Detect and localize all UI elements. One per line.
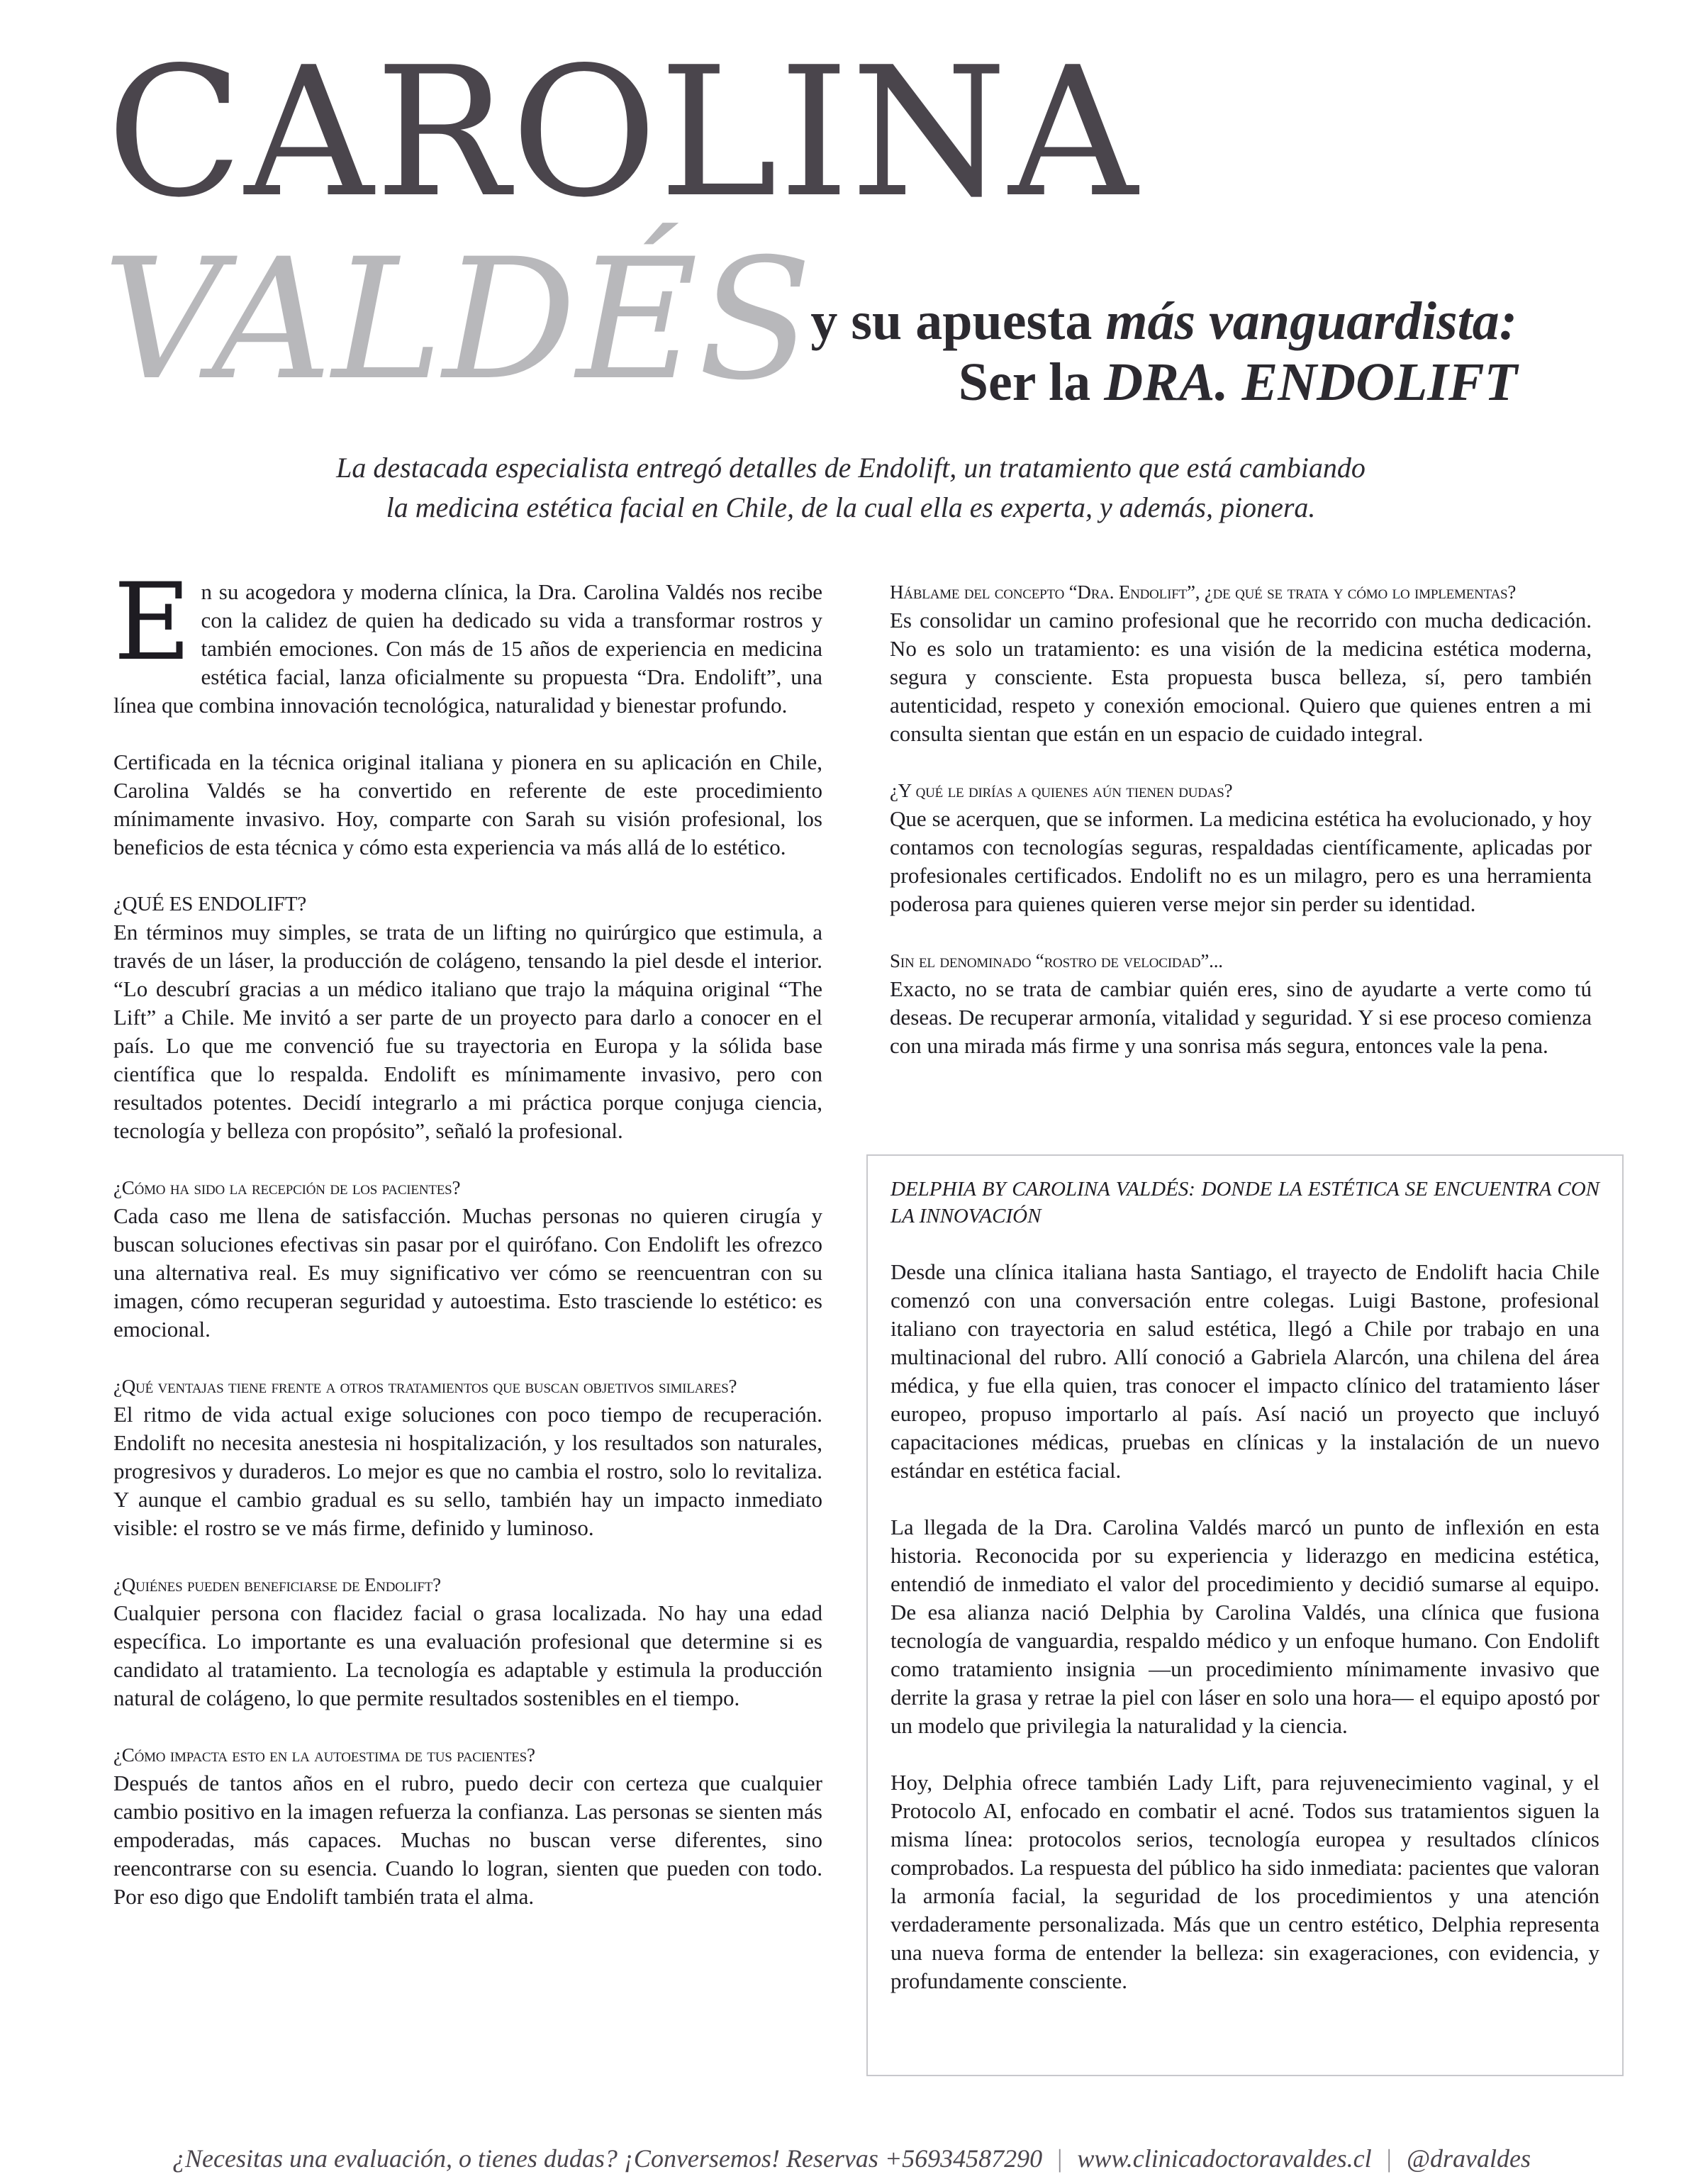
answer-2: Cada caso me llena de satisfacción. Muchas personas no quieren cirugía y buscan soluciones efectivas sin pasar por el quirófano. Con Endolift les ofrezco una alternativa real. Es muy significativo ver cómo se reencuentran con su imagen, cómo recuperan seguridad y autoestima. Esto trasciende lo estético: es emocional. xyxy=(113,1203,822,1342)
question-4: ¿Quiénes pueden beneficiarse de Endolift? xyxy=(113,1574,441,1595)
question-8: Sin el denominado “rostro de velocidad”... xyxy=(890,950,1223,971)
headline-subtitle xyxy=(808,291,1517,413)
standfirst-line1: La destacada especialista entregó detalles de Endolift, un tratamiento que está cambiando xyxy=(336,452,1366,484)
answer-6: Es consolidar un camino profesional que he recorrido con mucha dedicación. No es solo un tratamiento: es una visión de la medicina estética moderna, segura y consciente. Esta propuesta busca belleza, sí, pero también autenticidad, respeto y conexión emocional. Quiero que quienes entren a mi consulta sientan que están en un espacio de cuidado integral. xyxy=(890,608,1592,746)
answer-5: Después de tantos años en el rubro, puedo decir con certeza que cualquier cambio positivo en la imagen refuerza la confianza. Las personas se sienten más empoderadas, más capaces. Muchas no buscan verse diferentes, sino reencontrarse con su esencia. Cuando lo logran, sienten que pueden con todo. Por eso digo que Endolift también trata el alma. xyxy=(113,1771,822,1909)
left-column xyxy=(113,561,822,1939)
footer-cta: ¿Necesitas una evaluación, o tienes dudas? ¡Conversemos! Reservas +56934587290 xyxy=(172,2144,1043,2173)
subtitle-line1: y su apuesta más vanguardista: xyxy=(810,291,1517,351)
footer-social-handle[interactable]: @dravaldes xyxy=(1406,2144,1531,2173)
subtitle-line2: Ser la DRA. ENDOLIFT xyxy=(958,352,1517,412)
question-6: Háblame del concepto “Dra. Endolift”, ¿de qué se trata y cómo lo implementas? xyxy=(890,581,1517,603)
standfirst-line2: la medicina estética facial en Chile, de la cual ella es experta, y además, pionera. xyxy=(386,491,1316,523)
answer-7: Que se acerquen, que se informen. La medicina estética ha evolucionado, y hoy contamos con tecnologías seguras, respaldadas científicamente, aplicadas por profesionales certificados. Endolift no es un milagro, pero es una herramienta poderosa para quienes quieren verse mejor sin perder su identidad. xyxy=(890,806,1592,916)
headline-first-name: CAROLINA xyxy=(106,29,1139,237)
question-5: ¿Cómo impacta esto en la autoestima de tus pacientes? xyxy=(113,1744,535,1766)
headline-last-name: VALDÉS xyxy=(103,223,813,417)
footer-separator: | xyxy=(1057,2144,1063,2173)
standfirst xyxy=(269,448,1432,528)
answer-1: En términos muy simples, se trata de un lifting no quirúrgico que estimula, a través de un láser, la producción de colágeno, tensando la piel desde el interior. “Lo descubrí gracias a un médico italiano que trajo la máquina original “The Lift” a Chile. Me invitó a ser parte de un proyecto para darlo a conocer en el país. Lo que me convenció fue su trayectoria en Europa y la sólida base científica que lo respalda. Endolift es mínimamente invasivo, pero con resultados potentes. Decidí integrarlo a mi práctica porque conjuga ciencia, tecnología y belleza con propósito”, señaló la profesional. xyxy=(113,920,822,1143)
question-2: ¿Cómo ha sido la recepción de los pacientes? xyxy=(113,1177,461,1198)
answer-3: El ritmo de vida actual exige soluciones con poco tiempo de recuperación. Endolift no necesita anestesia ni hospitalización, y los resultados son naturales, progresivos y duraderos. Lo mejor es que no cambia el rostro, solo lo revitaliza. Y aunque el cambio gradual es su sello, también hay un impacto inmediato visible: el rostro se ve más firme, definido y luminoso. xyxy=(113,1402,822,1540)
sidebar-heading: DELPHIA BY CAROLINA VALDÉS: DONDE LA ESTÉTICA SE ENCUENTRA CON LA INNOVACIÓN xyxy=(890,1178,1599,1227)
question-3: ¿Qué ventajas tiene frente a otros tratamientos que buscan objetivos similares? xyxy=(113,1376,737,1397)
sidebar-box xyxy=(866,1154,1624,2076)
footer xyxy=(0,2143,1703,2174)
paragraph-2: Certificada en la técnica original italiana y pionera en su aplicación en Chile, Carolina Valdés se ha convertido en referente de este procedimiento mínimamente invasivo. Hoy, comparte con Sarah su visión profesional, los beneficios de esta técnica y cómo esta experiencia va más allá de lo estético. xyxy=(113,750,822,859)
drop-cap: E xyxy=(113,561,191,684)
right-column xyxy=(890,578,1592,1088)
question-7: ¿Y qué le dirías a quienes aún tienen dudas? xyxy=(890,780,1233,801)
sidebar-paragraph-3: Hoy, Delphia ofrece también Lady Lift, para rejuvenecimiento vaginal, y el Protocolo AI, enfocado en combatir el acné. Todos sus tratamientos siguen la misma línea: protocolos serios, tecnología europea y resultados clínicos comprobados. La respuesta del público ha sido inmediata: pacientes que valoran la armonía facial, la seguridad de los procedimientos y una atención verdaderamente personalizada. Más que un centro estético, Delphia representa una nueva forma de entender la belleza: sin exageraciones, con evidencia, y profundamente consciente. xyxy=(890,1770,1599,1993)
answer-8: Exacto, no se trata de cambiar quién eres, sino de ayudarte a verte como tú deseas. De recuperar armonía, vitalidad y seguridad. Y si ese proceso comienza con una mirada más firme y una sonrisa más segura, entonces vale la pena. xyxy=(890,976,1592,1058)
intro-paragraph: En su acogedora y moderna clínica, la Dra. Carolina Valdés nos recibe con la calidez de quien ha dedicado su vida a transformar rostros y también emociones. Con más de 15 años de experiencia en medicina estética facial, lanza oficialmente su propuesta “Dra. Endolift”, una línea que combina innovación tecnológica, naturalidad y bienestar profundo. xyxy=(113,561,822,718)
question-1: ¿QUÉ ES ENDOLIFT? xyxy=(113,893,307,915)
sidebar-paragraph-2: La llegada de la Dra. Carolina Valdés marcó un punto de inflexión en esta historia. Reconocida por su experiencia y liderazgo en medicina estética, entendió de inmediato el valor del procedimiento y decidió sumarse al equipo. De esa alianza nació Delphia by Carolina Valdés, una clínica que fusiona tecnología de vanguardia, respaldo médico y un enfoque humano. Con Endolift como tratamiento insignia —un procedimiento mínimamente invasivo que derrite la grasa y retrae la piel con láser en solo una hora— el equipo apostó por un modelo que privilegia la naturalidad y la ciencia. xyxy=(890,1515,1599,1738)
sidebar-content xyxy=(890,1176,1599,2024)
answer-4: Cualquier persona con flacidez facial o grasa localizada. No hay una edad específica. Lo importante es una evaluación profesional que determine si es candidato al tratamiento. La tecnología es adaptable y estimula la producción natural de colágeno, lo que permite resultados sostenibles en el tiempo. xyxy=(113,1600,822,1710)
footer-separator: | xyxy=(1386,2144,1392,2173)
footer-website-link[interactable]: www.clinicadoctoravaldes.cl xyxy=(1077,2144,1372,2173)
sidebar-paragraph-1: Desde una clínica italiana hasta Santiago, el trayecto de Endolift hacia Chile comenzó con una conversación entre colegas. Luigi Bastone, profesional italiano con trayectoria en salud estética, llegó a Chile por trabajo en una multinacional del rubro. Allí conoció a Gabriela Alarcón, una chilena del área médica, y fue ella quien, tras conocer el impacto clínico del tratamiento láser europeo, propuso importarlo al país. Así nació un proyecto que incluyó capacitaciones médicas, pruebas en clínicas y la instalación de un nuevo estándar en estética facial. xyxy=(890,1259,1599,1483)
